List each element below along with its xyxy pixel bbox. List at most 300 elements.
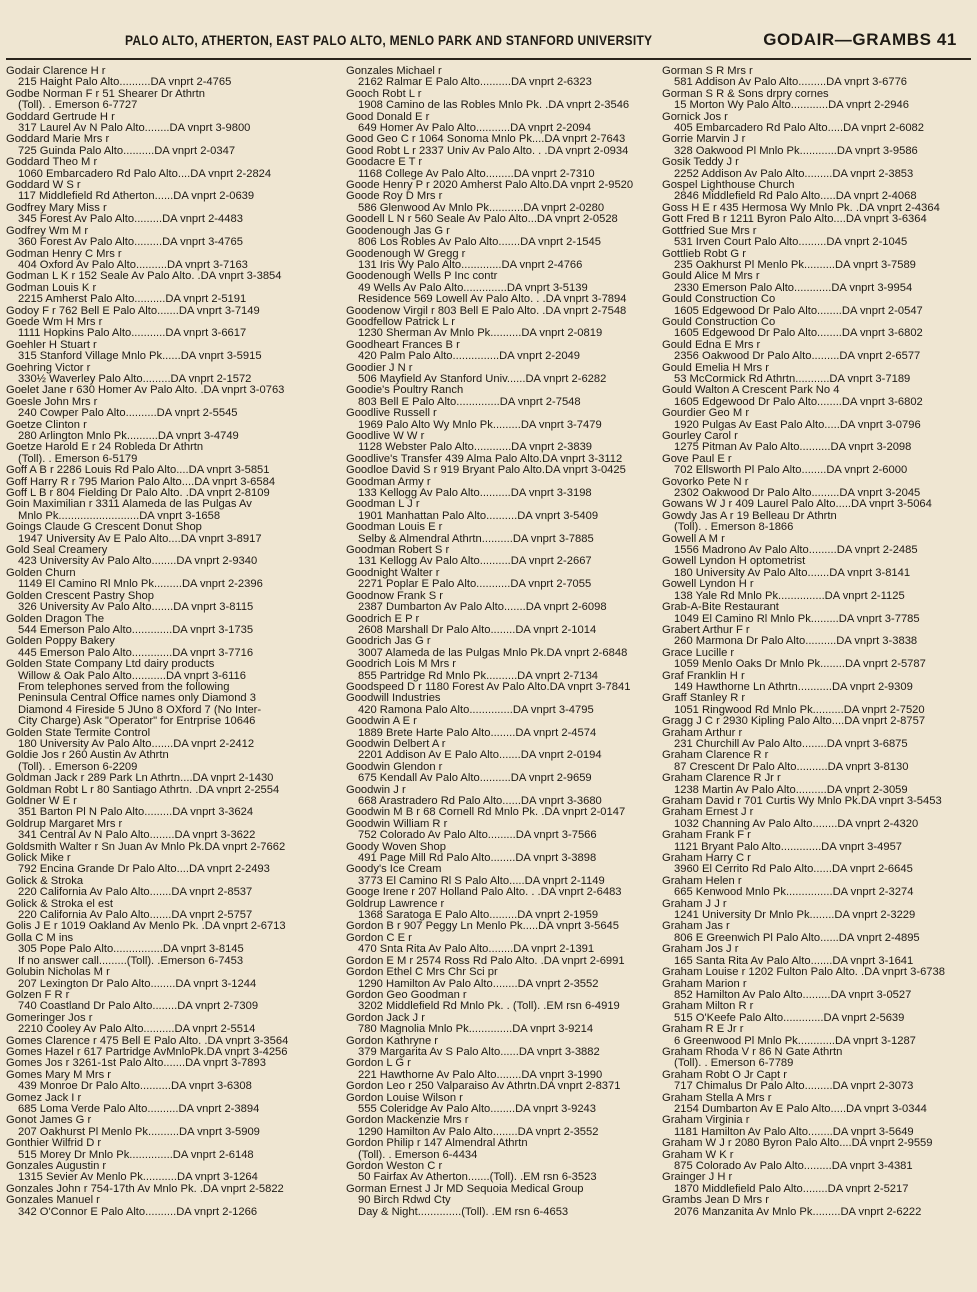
listing-name-line: Graham W K r [662, 1149, 734, 1161]
listing-name-line: Goodenough Wells P Inc contr [346, 271, 498, 283]
listing-detail-line: 379 Margarita Av S Palo Alto......DA vnprt 3-3882 [358, 1046, 600, 1058]
listing-name-line: Graham Virginia r [662, 1115, 750, 1127]
listing-detail-line: 752 Colorado Av Palo Alto.........DA vnprt 3-7566 [358, 830, 597, 842]
listing-name-line: Gomes Mary M Mrs r [6, 1069, 112, 1081]
listing-name-line: Graff Stanley R r [662, 693, 746, 705]
listing-name-line: Goetze Harold E r 24 Robleda Dr Athrtn [6, 442, 204, 454]
listing-detail-line: 2356 Oakwood Dr Palo Alto.........DA vnprt 2-6577 [674, 351, 921, 363]
listing-name-line: Goodier J N r [346, 362, 413, 374]
listing-name-line: Goodspeed D r 1180 Forest Av Palo Alto.DA vnprt 3-7841 [346, 681, 631, 693]
listing-detail-line: 1969 Palo Alto Wy Mnlo Pk.........DA vnprt 3-7479 [358, 419, 602, 431]
listing-name-line: Goldrup Margaret Mrs r [6, 818, 123, 830]
listing-detail-line: 1870 Middlefield Palo Alto........DA vnprt 2-5217 [674, 1183, 909, 1195]
listing-detail-line: Residence 569 Lowell Av Palo Alto. . .DA vnprt 3-7894 [358, 294, 627, 306]
listing-name-line: Golis J E r 1019 Oakland Av Menlo Pk. .DA vnprt 2-6713 [6, 921, 286, 933]
listing-name-line: Gornick Jos r [662, 111, 728, 123]
listing-detail-line: 3960 El Cerrito Rd Palo Alto......DA vnprt 2-6645 [674, 864, 913, 876]
listing-name-line: Gonzales John r 754-17th Av Mnlo Pk. .DA vnprt 2-5822 [6, 1183, 284, 1195]
listing-detail-line: 2154 Dumbarton Av E Palo Alto.....DA vnprt 3-0344 [674, 1103, 927, 1115]
listing-detail-line: 215 Haight Palo Alto..........DA vnprt 2-4765 [18, 77, 232, 89]
listing-column-2 [346, 66, 654, 1278]
listing-detail-line: 445 Emerson Palo Alto.............DA vnprt 3-7716 [18, 647, 254, 659]
listing-name-line: Grace Lucille r [662, 647, 735, 659]
listing-name-line: Goodenough W Gregg r [346, 248, 466, 260]
listing-name-line: Gold Seal Creamery [6, 545, 108, 557]
listing-detail-line: 2201 Addison Av E Palo Alto.......DA vnprt 2-0194 [358, 750, 602, 762]
listing-name-line: Gowell Lyndon H r [662, 579, 754, 591]
listing-name-line: Googe Irene r 207 Holland Palo Alto. . .DA vnprt 2-6483 [346, 887, 622, 899]
listing-detail-line: 1290 Hamilton Av Palo Alto........DA vnprt 2-3552 [358, 1126, 599, 1138]
listing-name-line: Gordon Weston C r [346, 1161, 443, 1172]
listing-name-line: Good Donald E r [346, 111, 430, 123]
listing-detail-line: 2302 Oakwood Dr Palo Alto.........DA vnprt 3-2045 [674, 488, 921, 500]
listing-detail-line: 1181 Hamilton Av Palo Alto........DA vnprt 3-5649 [674, 1126, 914, 1138]
listing-detail-line: If no answer call.........(Toll). .Emerson 6-7453 [18, 955, 244, 967]
listing-detail-line: 360 Forest Av Palo Alto.........DA vnprt 3-4765 [18, 237, 243, 249]
listing-detail-line: 1230 Sherman Av Mnlo Pk..........DA vnprt 2-0819 [358, 328, 603, 340]
listing-name-line: Goodnight Walter r [346, 567, 440, 579]
listing-name-line: Gould Edna E Mrs r [662, 339, 761, 351]
listing-name-line: Golick Mike r [6, 853, 71, 865]
listing-detail-line: 1168 College Av Palo Alto.........DA vnprt 2-7310 [358, 168, 595, 180]
listing-name-line: Gorman S R & Sons drpry cornes [662, 88, 829, 100]
listing-detail-line: 420 Palm Palo Alto...............DA vnprt 2-2049 [358, 351, 581, 363]
listing-detail-line: 515 O'Keefe Palo Alto.............DA vnprt 2-5639 [674, 1012, 905, 1024]
listing-name-line: Gonthier Wilfrid D r [6, 1138, 102, 1150]
listing-name-line: Godman Henry C Mrs r [6, 248, 122, 260]
listing-detail-line: 315 Stanford Village Mnlo Pk......DA vnprt 3-5915 [18, 351, 262, 363]
listing-name-line: Golla C M ins [6, 932, 74, 944]
listing-name-line: Gowdy Jas A r 19 Belleau Dr Athrtn [662, 510, 837, 522]
listing-name-line: Goodwin William R r [346, 818, 448, 830]
listing-name-line: Goodman Army r [346, 476, 431, 488]
listing-name-line: Goody's Ice Cream [346, 864, 442, 876]
listing-name-line: Goff Harry R r 795 Marion Palo Alto....DA vnprt 3-6584 [6, 476, 276, 488]
listing-detail-line: 1605 Edgewood Dr Palo Alto........DA vnprt 3-6802 [674, 328, 923, 340]
listing-name-line: Gordon Louise Wilson r [346, 1092, 463, 1104]
listing-name-line: Goddard Theo M r [6, 157, 98, 169]
listing-name-line: Goode Henry P r 2020 Amherst Palo Alto.DA vnprt 2-9520 [346, 180, 634, 192]
listing-name-line: Goldman Jack r 289 Park Ln Athrtn....DA vnprt 2-1430 [6, 773, 274, 785]
listing-detail-line: 280 Arlington Mnlo Pk..........DA vnprt 3-4749 [18, 431, 239, 442]
listing-detail-line: 1149 El Camino Rl Mnlo Pk.........DA vnprt 2-2396 [18, 579, 263, 591]
listing-name-line: Graham Rhoda V r 86 N Gate Athrtn [662, 1046, 843, 1058]
listing-detail-line: 1128 Webster Palo Alto............DA vnprt 2-3839 [358, 442, 593, 454]
listing-detail-line: 260 Marmona Dr Palo Alto..........DA vnprt 3-3838 [674, 636, 918, 648]
listing-name-line: Gordon Jack J r [346, 1012, 425, 1024]
listing-detail-line: 15 Morton Wy Palo Alto............DA vnprt 2-2946 [674, 100, 909, 112]
listing-name-line: Graham Harry C r [662, 853, 751, 865]
listing-name-line: Goings Claude G Crescent Donut Shop [6, 522, 202, 534]
listing-name-line: Golden Churn [6, 567, 76, 579]
listing-detail-line: 330½ Waverley Palo Alto.........DA vnprt 2-1572 [18, 373, 252, 385]
listing-name-line: Gowell A M r [662, 533, 725, 545]
listing-name-line: Gottfried Sue Mrs r [662, 225, 757, 237]
listing-name-line: Godbe Norman F r 51 Shearer Dr Athrtn [6, 88, 205, 100]
listing-name-line: Goodenow Virgil r 803 Bell E Palo Alto. .DA vnprt 2-7548 [346, 305, 627, 317]
listing-name-line: Goss H E r 435 Hermosa Wy Mnlo Pk. .DA vnprt 2-4364 [662, 202, 940, 214]
listing-name-line: Graham R E Jr r [662, 1024, 744, 1036]
listing-detail-line: 665 Kenwood Mnlo Pk...............DA vnprt 2-3274 [674, 887, 914, 899]
listing-name-line: Goehler H Stuart r [6, 339, 97, 351]
listing-name-line: Gorrie Marvin J r [662, 134, 746, 146]
listing-detail-line: Diamond 4 Fireside 5 JUno 8 OXford 7 (No Inter- [18, 704, 262, 716]
listing-detail-line: 165 Santa Rita Av Palo Alto.......DA vnprt 3-1641 [674, 955, 914, 967]
listing-detail-line: 90 Birch Rdwd Cty [358, 1195, 451, 1207]
listing-detail-line: 117 Middlefield Rd Atherton......DA vnprt 2-0639 [18, 191, 255, 203]
listing-name-line: Goodwin M B r 68 Cornell Rd Mnlo Pk. .DA vnprt 2-0147 [346, 807, 626, 819]
listing-name-line: Goehring Victor r [6, 362, 91, 374]
listing-name-line: Grainger J H r [662, 1172, 733, 1184]
listing-name-line: Graham Frank F r [662, 830, 751, 842]
listing-name-line: Goddard Marie Mrs r [6, 134, 110, 146]
listing-name-line: Gomes Jos r 3261-1st Palo Alto.......DA vnprt 3-7893 [6, 1058, 266, 1070]
listing-detail-line: 515 Morey Dr Mnlo Pk..............DA vnprt 2-6148 [18, 1149, 254, 1161]
listing-detail-line: 1290 Hamilton Av Palo Alto........DA vnprt 2-3552 [358, 978, 599, 990]
listing-detail-line: 581 Addison Av Palo Alto.........DA vnprt 3-6776 [674, 77, 908, 89]
listing-name-line: Godair Clarence H r [6, 66, 106, 77]
listing-name-line: Goede Wm H Mrs r [6, 316, 103, 328]
listing-name-line: Graham Louise r 1202 Fulton Palo Alto. .DA vnprt 3-6738 [662, 967, 945, 979]
listing-name-line: Gowans W J r 409 Laurel Palo Alto.....DA vnprt 3-5064 [662, 499, 932, 511]
listing-detail-line: 2271 Poplar E Palo Alto...........DA vnprt 2-7055 [358, 579, 592, 591]
listing-detail-line: 803 Bell E Palo Alto..............DA vnprt 2-7548 [358, 396, 581, 408]
listing-detail-line: 702 Ellsworth Pl Palo Alto........DA vnprt 2-6000 [674, 465, 908, 477]
listing-detail-line: Mnlo Pk..........................DA vnprt 3-1658 [18, 510, 221, 522]
listing-name-line: Gordon Ethel C Mrs Chr Sci pr [346, 967, 498, 979]
listing-name-line: Golick & Stroka [6, 875, 84, 887]
listing-name-line: Gomeringer Jos r [6, 1012, 93, 1024]
listing-detail-line: 131 Iris Wy Palo Alto.............DA vnprt 2-4766 [358, 259, 583, 271]
listing-name-line: Goodwill Industries [346, 693, 441, 705]
listing-name-line: Goodwin A E r [346, 716, 417, 728]
listing-name-line: Graham Clarence R r [662, 750, 769, 762]
listing-detail-line: 1032 Channing Av Palo Alto........DA vnprt 2-4320 [674, 818, 919, 830]
listing-detail-line: 405 Embarcadero Rd Palo Alto.....DA vnprt 2-6082 [674, 123, 924, 135]
listing-name-line: Goodwin Glendon r [346, 761, 443, 773]
header-rule [6, 58, 971, 60]
listing-detail-line: Selby & Almendral Athrtn..........DA vnprt 3-7885 [358, 533, 594, 545]
listing-detail-line: 1049 El Camino Rl Mnlo Pk.........DA vnprt 3-7785 [674, 613, 920, 625]
listing-detail-line: 1605 Edgewood Dr Palo Alto........DA vnprt 3-6802 [674, 396, 923, 408]
listing-name-line: Graham David r 701 Curtis Wy Mnlo Pk.DA vnprt 3-5453 [662, 796, 942, 807]
listing-name-line: Goodell L N r 560 Seale Av Palo Alto...DA vnprt 2-0528 [346, 214, 618, 226]
listing-name-line: Gosik Teddy J r [662, 157, 739, 169]
listing-name-line: Graham Milton R r [662, 1001, 754, 1013]
listing-detail-line: 717 Chimalus Dr Palo Alto.........DA vnprt 2-3073 [674, 1081, 914, 1093]
listing-detail-line: 1060 Embarcadero Rd Palo Alto....DA vnprt 2-2824 [18, 168, 272, 180]
listing-detail-line: 2387 Dumbarton Av Palo Alto.......DA vnprt 2-6098 [358, 602, 607, 614]
listing-name-line: Goodfellow Patrick L r [346, 316, 456, 328]
listing-name-line: Goesle John Mrs r [6, 396, 98, 408]
listing-detail-line: 1605 Edgewood Dr Palo Alto........DA vnprt 2-0547 [674, 305, 923, 317]
listing-name-line: Goodrich Lois M Mrs r [346, 659, 457, 671]
listing-name-line: Golden Poppy Bakery [6, 636, 115, 648]
listing-detail-line: From telephones served from the following [18, 681, 230, 693]
listing-detail-line: 1947 University Av E Palo Alto....DA vnprt 3-8917 [18, 533, 262, 545]
listing-detail-line: 1238 Martin Av Palo Alto..........DA vnprt 2-3059 [674, 784, 908, 796]
listing-name-line: Golick & Stroka el est [6, 898, 113, 910]
listing-detail-line: 50 Fairfax Av Atherton.......(Toll). .EM rsn 6-3523 [358, 1172, 597, 1184]
listing-detail-line: 207 Lexington Dr Palo Alto........DA vnprt 3-1244 [18, 978, 257, 990]
running-head-title: PALO ALTO, ATHERTON, EAST PALO ALTO, MENLO PARK AND STANFORD UNIVERSITY [125, 32, 653, 48]
listing-name-line: Golzen F R r [6, 989, 70, 1001]
listing-name-line: Godman Louis K r [6, 282, 97, 294]
listing-detail-line: 220 California Av Palo Alto.......DA vnprt 2-8537 [18, 887, 253, 899]
listing-detail-line: 231 Churchill Av Palo Alto........DA vnprt 3-6875 [674, 738, 908, 750]
listing-name-line: Graf Franklin H r [662, 670, 745, 682]
listing-name-line: Graham W J r 2080 Byron Palo Alto....DA vnprt 2-9559 [662, 1138, 933, 1150]
listing-name-line: Goldie Jos r 260 Austin Av Athrtn [6, 750, 169, 762]
listing-detail-line: 685 Loma Verde Palo Alto..........DA vnprt 2-3894 [18, 1103, 260, 1115]
listing-detail-line: 806 E Greenwich Pl Palo Alto......DA vnprt 2-4895 [674, 932, 920, 944]
listing-name-line: Gould Construction Co [662, 294, 776, 306]
listing-name-line: Goddard Gertrude H r [6, 111, 115, 123]
listing-name-line: Goff A B r 2286 Louis Rd Palo Alto....DA vnprt 3-5851 [6, 465, 270, 477]
listing-detail-line: (Toll). . Emerson 6-5179 [18, 453, 138, 465]
listing-name-line: Gonot James G r [6, 1115, 92, 1127]
listing-detail-line: 792 Encina Grande Dr Palo Alto....DA vnprt 2-2493 [18, 864, 270, 876]
listing-name-line: Graham Robt O Jr Capt r [662, 1069, 787, 1081]
listing-name-line: Graham Clarence R Jr r [662, 773, 781, 785]
listing-name-line: Golden Crescent Pastry Shop [6, 590, 154, 602]
listing-name-line: Graham Jas r [662, 921, 730, 933]
listing-name-line: Graham Arthur r [662, 727, 743, 739]
listing-detail-line: 351 Barton Pl N Palo Alto.........DA vnprt 3-3624 [18, 807, 254, 819]
listing-detail-line: 341 Central Av N Palo Alto........DA vnprt 3-3622 [18, 830, 256, 842]
listing-name-line: Goodman Louis E r [346, 522, 443, 534]
listing-detail-line: 180 University Av Palo Alto.......DA vnprt 2-2412 [18, 738, 255, 750]
listing-detail-line: 3773 El Camino Rl S Palo Alto.....DA vnprt 2-1149 [358, 875, 605, 887]
listing-name-line: Goodloe David S r 919 Bryant Palo Alto.DA vnprt 3-0425 [346, 465, 626, 477]
listing-column-1 [6, 66, 314, 1278]
listing-detail-line: 317 Laurel Av N Palo Alto........DA vnprt 3-9800 [18, 123, 251, 135]
listing-detail-line: 470 Snta Rita Av Palo Alto........DA vnprt 2-1391 [358, 944, 595, 956]
listing-name-line: Golden State Company Ltd dairy products [6, 659, 215, 671]
listing-name-line: Goodwin Delbert A r [346, 738, 446, 750]
listing-detail-line: 1315 Sevier Av Menlo Pk...........DA vnprt 3-1264 [18, 1172, 258, 1184]
listing-detail-line: 345 Forest Av Palo Alto.........DA vnprt 2-4483 [18, 214, 243, 226]
listing-name-line: Godoy F r 762 Bell E Palo Alto.......DA vnprt 3-7149 [6, 305, 260, 317]
listing-name-line: Golden State Termite Control [6, 727, 151, 739]
listing-detail-line: 149 Hawthorne Ln Athrtn...........DA vnprt 2-9309 [674, 681, 913, 693]
listing-detail-line: 2162 Ralmar E Palo Alto..........DA vnprt 2-6323 [358, 77, 592, 89]
listing-name-line: Grambs Jean D Mrs r [662, 1195, 769, 1207]
listing-name-line: Goodacre E T r [346, 157, 423, 169]
listing-name-line: Goodlive Russell r [346, 408, 437, 420]
listing-detail-line: 235 Oakhurst Pl Menlo Pk..........DA vnprt 3-7589 [674, 259, 916, 271]
listing-name-line: Goldner W E r [6, 796, 77, 807]
listing-detail-line: 342 O'Connor E Palo Alto..........DA vnprt 2-1266 [18, 1206, 258, 1218]
listing-detail-line: 2330 Emerson Palo Alto............DA vnprt 3-9954 [674, 282, 913, 294]
listing-detail-line: 780 Magnolia Mnlo Pk..............DA vnprt 3-9214 [358, 1024, 594, 1036]
listing-name-line: Goodheart Frances B r [346, 339, 460, 351]
listing-name-line: Goodnow Frank S r [346, 590, 444, 602]
listing-detail-line: Peninsula Central Office names only Diamond 3 [18, 693, 256, 705]
listing-name-line: Gomes Clarence r 475 Bell E Palo Alto. .DA vnprt 3-3564 [6, 1035, 289, 1047]
listing-detail-line: 1059 Menlo Oaks Dr Mnlo Pk........DA vnprt 2-5787 [674, 659, 926, 671]
listing-detail-line: 1556 Madrono Av Palo Alto.........DA vnprt 2-2485 [674, 545, 918, 557]
listing-detail-line: 1889 Brete Harte Palo Alto........DA vnprt 2-4574 [358, 727, 597, 739]
listing-name-line: Graham Helen r [662, 875, 742, 887]
listing-name-line: Gordon L G r [346, 1058, 411, 1070]
listing-name-line: Goodrich E P r [346, 613, 420, 625]
listing-name-line: Gould Construction Co [662, 316, 776, 328]
listing-detail-line: 326 University Av Palo Alto.......DA vnprt 3-8115 [18, 602, 254, 614]
listing-detail-line: 220 California Av Palo Alto.......DA vnprt 2-5757 [18, 910, 253, 922]
listing-name-line: Goodenough Jas G r [346, 225, 450, 237]
listing-detail-line: 806 Los Robles Av Palo Alto.......DA vnprt 2-1545 [358, 237, 601, 249]
listing-name-line: Gospel Lighthouse Church [662, 180, 795, 192]
listing-name-line: Govorko Pete N r [662, 476, 749, 488]
listing-detail-line: (Toll). . Emerson 6-7789 [674, 1058, 794, 1070]
listing-detail-line: 2076 Manzanita Av Mnlo Pk.........DA vnprt 2-6222 [674, 1206, 922, 1218]
listing-name-line: Goddard W S r [6, 180, 81, 192]
listing-name-line: Gooch Robt L r [346, 88, 422, 100]
listing-detail-line: 3202 Middlefield Rd Mnlo Pk. . (Toll). .EM rsn 6-4919 [358, 1001, 620, 1013]
listing-name-line: Godfrey Wm M r [6, 225, 89, 237]
listing-name-line: Godfrey Mary Miss r [6, 202, 107, 214]
listing-name-line: Goode Roy D Mrs r [346, 191, 443, 203]
listing-detail-line: 1901 Manhattan Palo Alto..........DA vnprt 3-5409 [358, 510, 599, 522]
listing-detail-line: City Charge) Ask "Operator" for Entrprise 10646 [18, 716, 256, 728]
listing-name-line: Gould Walton A Crescent Park No 4 [662, 385, 840, 397]
listing-name-line: Goin Maximilian r 3311 Alameda de las Pulgas Av [6, 499, 252, 511]
listing-name-line: Goldrup Lawrence r [346, 898, 445, 910]
listing-detail-line: 2252 Addison Av Palo Alto.........DA vnprt 2-3853 [674, 168, 914, 180]
listing-name-line: Goodrich Jas G r [346, 636, 431, 648]
listing-name-line: Good Geo C r 1064 Sonoma Mnlo Pk....DA vnprt 2-7643 [346, 134, 626, 146]
listing-detail-line: (Toll). . Emerson 6-2209 [18, 761, 138, 773]
listing-name-line: Goff L B r 804 Fielding Dr Palo Alto. .DA vnprt 2-8109 [6, 488, 270, 500]
listing-name-line: Graham J J r [662, 898, 727, 910]
listing-detail-line: 87 Crescent Dr Palo Alto..........DA vnprt 3-8130 [674, 761, 909, 773]
listing-name-line: Goodlive W W r [346, 431, 425, 442]
listing-detail-line: 133 Kellogg Av Palo Alto..........DA vnprt 3-3198 [358, 488, 592, 500]
listing-detail-line: 305 Pope Palo Alto................DA vnprt 3-8145 [18, 944, 244, 956]
listing-detail-line: 491 Page Mill Rd Palo Alto........DA vnprt 3-3898 [358, 853, 597, 865]
listing-name-line: Graham Ernest J r [662, 807, 754, 819]
listing-name-line: Goodman Robert S r [346, 545, 450, 557]
listing-name-line: Goodie's Poultry Ranch [346, 385, 464, 397]
listing-column-3 [662, 66, 970, 1278]
listing-detail-line: Willow & Oak Palo Alto...........DA vnprt 3-6116 [18, 670, 246, 682]
listing-detail-line: 2210 Cooley Av Palo Alto..........DA vnprt 2-5514 [18, 1024, 256, 1036]
listing-detail-line: (Toll). . Emerson 6-7727 [18, 100, 138, 112]
listing-detail-line: Day & Night..............(Toll). .EM rsn 6-4653 [358, 1206, 569, 1218]
listing-name-line: Gordon E M r 2574 Ross Rd Palo Alto. .DA vnprt 2-6991 [346, 955, 625, 967]
listing-name-line: Gould Emelia H Mrs r [662, 362, 769, 374]
listing-detail-line: 221 Hawthorne Av Palo Alto........DA vnprt 3-1990 [358, 1069, 603, 1081]
listing-detail-line: 420 Ramona Palo Alto..............DA vnprt 3-4795 [358, 704, 594, 716]
listing-detail-line: 1908 Camino de las Robles Mnlo Pk. .DA vnprt 2-3546 [358, 100, 630, 112]
listing-detail-line: 328 Oakwood Pl Mnlo Pk............DA vnprt 3-9586 [674, 145, 918, 157]
listing-detail-line: 855 Partridge Rd Mnlo Pk..........DA vnprt 2-7134 [358, 670, 599, 682]
listing-name-line: Gomez Jack I r [6, 1092, 82, 1104]
listing-name-line: Goodlive's Transfer 439 Alma Palo Alto.DA vnprt 3-3112 [346, 453, 623, 465]
listing-detail-line: 6 Greenwood Pl Mnlo Pk............DA vnprt 3-1287 [674, 1035, 916, 1047]
listing-name-line: Gourdier Geo M r [662, 408, 750, 420]
listing-detail-line: 1051 Ringwood Rd Mnlo Pk..........DA vnprt 2-7520 [674, 704, 925, 716]
listing-name-line: Gordon C E r [346, 932, 412, 944]
listing-detail-line: 1920 Pulgas Av East Palo Alto.....DA vnprt 3-0796 [674, 419, 921, 431]
listing-detail-line: 675 Kendall Av Palo Alto..........DA vnprt 2-9659 [358, 773, 592, 785]
listing-detail-line: (Toll). . Emerson 6-4434 [358, 1149, 478, 1161]
listing-name-line: Godman L K r 152 Seale Av Palo Alto. .DA vnprt 3-3854 [6, 271, 282, 283]
listing-detail-line: 649 Homer Av Palo Alto...........DA vnprt 2-2094 [358, 123, 591, 135]
listing-detail-line: 2215 Amherst Palo Alto..........DA vnprt 2-5191 [18, 294, 247, 306]
listing-detail-line: 423 University Av Palo Alto........DA vnprt 2-9340 [18, 556, 258, 568]
listing-detail-line: 180 University Av Palo Alto.......DA vnprt 3-8141 [674, 567, 911, 579]
listing-detail-line: 1111 Hopkins Palo Alto...........DA vnprt 3-6617 [18, 328, 247, 340]
listing-detail-line: 544 Emerson Palo Alto.............DA vnprt 3-1735 [18, 624, 254, 636]
listing-detail-line: 725 Guinda Palo Alto..........DA vnprt 2-0347 [18, 145, 236, 157]
listing-name-line: Goodwin J r [346, 784, 406, 796]
listing-name-line: Gragg J C r 2930 Kipling Palo Alto....DA vnprt 2-8757 [662, 716, 926, 728]
listing-name-line: Goody Woven Shop [346, 841, 446, 853]
listing-detail-line: (Toll). . Emerson 8-1866 [674, 522, 794, 534]
listing-name-line: Graham Marion r [662, 978, 747, 990]
listing-name-line: Gorman S R Mrs r [662, 66, 753, 77]
listing-name-line: Gordon Philip r 147 Almendral Athrtn [346, 1138, 528, 1150]
listing-detail-line: 439 Monroe Dr Palo Alto..........DA vnprt 3-6308 [18, 1081, 252, 1093]
listing-name-line: Goetze Clinton r [6, 419, 87, 431]
listing-name-line: Grab-A-Bite Restaurant [662, 602, 779, 614]
listing-detail-line: 740 Coastland Dr Palo Alto........DA vnprt 2-7309 [18, 1001, 259, 1013]
listing-detail-line: 852 Hamilton Av Palo Alto.........DA vnprt 3-0527 [674, 989, 912, 1001]
listing-name-line: Graham Jos J r [662, 944, 739, 956]
listing-name-line: Gonzales Augustin r [6, 1161, 107, 1172]
listing-detail-line: 506 Mayfield Av Stanford Univ......DA vnprt 2-6282 [358, 373, 607, 385]
listing-name-line: Good Robt L r 2337 Univ Av Palo Alto. . .DA vnprt 2-0934 [346, 145, 629, 157]
listing-name-line: Gordon B r 907 Peggy Ln Menlo Pk.....DA vnprt 3-5645 [346, 921, 620, 933]
listing-name-line: Gould Alice M Mrs r [662, 271, 760, 283]
listing-detail-line: 207 Oakhurst Pl Menlo Pk..........DA vnprt 3-5909 [18, 1126, 260, 1138]
listing-detail-line: 586 Glenwood Av Mnlo Pk...........DA vnprt 2-0280 [358, 202, 605, 214]
listing-detail-line: 240 Cowper Palo Alto..........DA vnprt 2-5545 [18, 408, 238, 420]
listing-name-line: Gonzales Michael r [346, 66, 442, 77]
listing-name-line: Goldsmith Walter r Sn Juan Av Mnlo Pk.DA vnprt 2-7662 [6, 841, 286, 853]
listing-name-line: Graham Stella A Mrs r [662, 1092, 772, 1104]
listing-name-line: Gonzales Manuel r [6, 1195, 100, 1207]
listing-detail-line: 668 Arastradero Rd Palo Alto......DA vnprt 3-3680 [358, 796, 602, 807]
listing-name-line: Goodman L J r [346, 499, 420, 511]
listing-name-line: Gove Paul E r [662, 453, 732, 465]
listing-detail-line: 404 Oxford Av Palo Alto..........DA vnprt 3-7163 [18, 259, 248, 271]
listing-detail-line: 2608 Marshall Dr Palo Alto........DA vnprt 2-1014 [358, 624, 597, 636]
listing-detail-line: 1121 Bryant Palo Alto.............DA vnprt 3-4957 [674, 841, 903, 853]
listing-name-line: Gordon Leo r 250 Valparaiso Av Athrtn.DA vnprt 2-8371 [346, 1081, 621, 1093]
listing-name-line: Golden Dragon The [6, 613, 105, 625]
listing-detail-line: 1241 University Dr Mnlo Pk........DA vnprt 2-3229 [674, 910, 916, 922]
listing-name-line: Gordon Geo Goodman r [346, 989, 467, 1001]
listing-name-line: Grabert Arthur F r [662, 624, 750, 636]
listing-detail-line: 49 Wells Av Palo Alto..............DA vnprt 3-5139 [358, 282, 588, 294]
listing-detail-line: 875 Colorado Av Palo Alto.........DA vnprt 3-4381 [674, 1161, 913, 1172]
listing-detail-line: 138 Yale Rd Mnlo Pk...............DA vnprt 2-1125 [674, 590, 905, 602]
listing-name-line: Gottlieb Robt G r [662, 248, 746, 260]
running-head-page-range: GODAIR—GRAMBS 41 [763, 30, 957, 49]
listing-name-line: Goldman Robt L r 80 Santiago Athrtn. .DA vnprt 2-2554 [6, 784, 280, 796]
listing-name-line: Goelet Jane r 630 Homer Av Palo Alto. .DA vnprt 3-0763 [6, 385, 285, 397]
listing-detail-line: 131 Kellogg Av Palo Alto..........DA vnprt 2-2667 [358, 556, 592, 568]
listing-name-line: Gomes Hazel r 617 Partridge AvMnloPk.DA vnprt 3-4256 [6, 1046, 288, 1058]
listing-name-line: Gott Fred B r 1211 Byron Palo Alto....DA vnprt 3-6364 [662, 214, 927, 226]
listing-name-line: Gowell Lyndon H optometrist [662, 556, 806, 568]
listing-detail-line: 1275 Pitman Av Palo Alto..........DA vnprt 3-2098 [674, 442, 912, 454]
listing-name-line: Gordon Kathryne r [346, 1035, 439, 1047]
listing-detail-line: 2846 Middlefield Rd Palo Alto.....DA vnprt 2-4068 [674, 191, 917, 203]
